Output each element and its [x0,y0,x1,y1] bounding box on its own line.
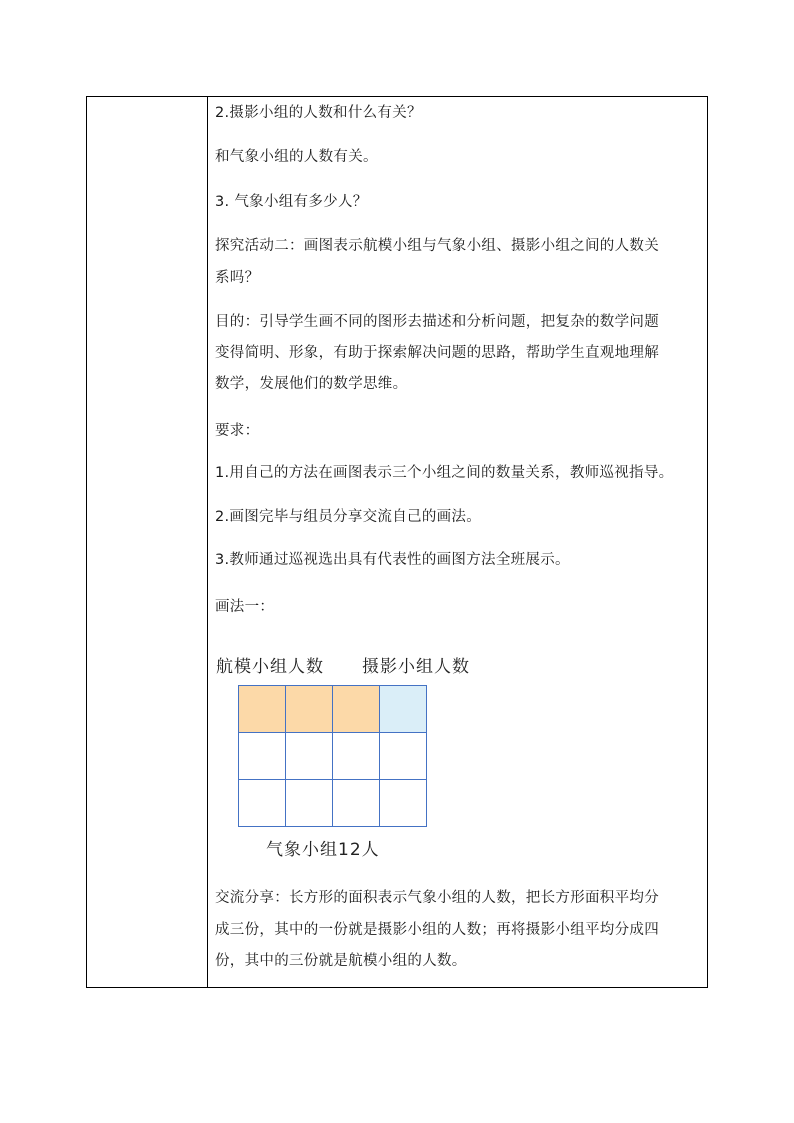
grid-cell [333,780,380,827]
area-grid [238,685,427,827]
lesson-table [86,96,708,988]
grid-cell [333,733,380,780]
answer-2: 和气象小组的人数有关。 [215,149,378,165]
grid-cell-model [239,686,286,733]
grid-cell [239,733,286,780]
grid-cell [380,780,427,827]
model-group-label: 航模小组人数 [216,657,324,677]
grid-cell [380,733,427,780]
grid-cell [286,733,333,780]
grid-cell-model [333,686,380,733]
requirement-3: 3.教师通过巡视选出具有代表性的画图方法全班展示。 [215,552,570,568]
grid-cell [286,780,333,827]
activity-2-line-1: 探究活动二：画图表示航模小组与气象小组、摄影小组之间的人数关 [215,238,659,254]
share-line-2: 成三份，其中的一份就是摄影小组的人数；再将摄影小组平均分成四 [215,922,659,938]
grid-cell [239,780,286,827]
question-2: 2.摄影小组的人数和什么有关？ [215,105,422,121]
requirements-heading: 要求： [215,423,260,439]
weather-group-label: 气象小组12人 [266,840,380,860]
grid-cell-photo-extra [380,686,427,733]
requirement-2: 2.画图完毕与组员分享交流自己的画法。 [215,509,482,525]
method-1-heading: 画法一： [215,599,275,615]
requirement-1: 1.用自己的方法在画图表示三个小组之间的数量关系，教师巡视指导。 [215,465,674,481]
right-column [208,97,707,987]
grid-cell-model [286,686,333,733]
share-line-3: 份，其中的三份就是航模小组的人数。 [215,953,467,969]
goal-line-2: 变得简明、形象，有助于探索解决问题的思路，帮助学生直观地理解 [215,345,659,361]
photo-group-label: 摄影小组人数 [362,657,470,677]
left-column [87,97,208,987]
goal-line-3: 数学，发展他们的数学思维。 [215,376,408,392]
question-3: 3. 气象小组有多少人？ [215,194,368,210]
goal-line-1: 目的：引导学生画不同的图形去描述和分析问题，把复杂的数学问题 [215,314,659,330]
activity-2-line-2: 系吗？ [215,270,260,286]
share-line-1: 交流分享：长方形的面积表示气象小组的人数，把长方形面积平均分 [215,890,659,906]
